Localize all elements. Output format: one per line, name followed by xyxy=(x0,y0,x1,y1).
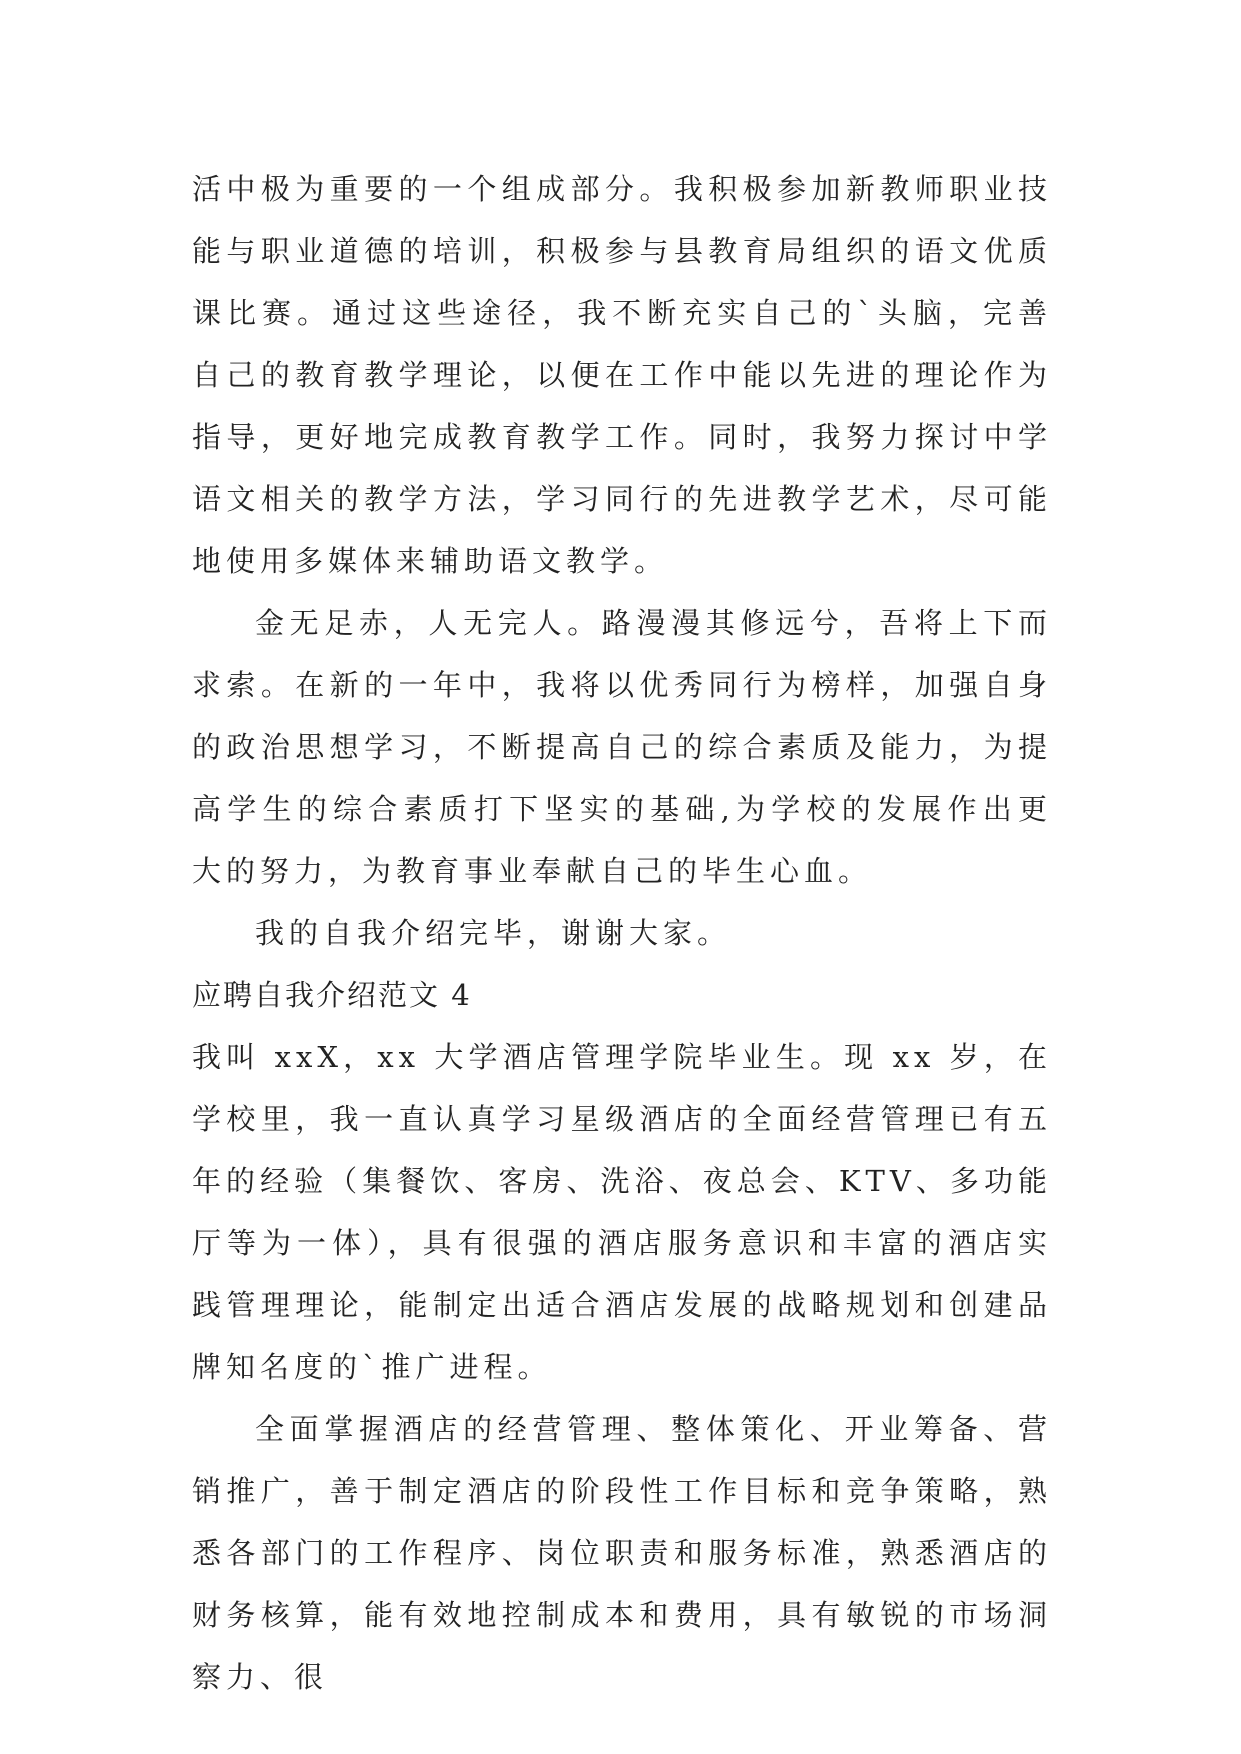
paragraph-continuation: 活中极为重要的一个组成部分。我积极参加新教师职业技能与职业道德的培训，积极参与县教育局组织的语文优质课比赛。通过这些途径，我不断充实自己的`头脑，完善自己的教育教学理论，以便在工作中能以先进的理论作为指导，更好地完成教育教学工作。同时，我努力探讨中学语文相关的教学方法，学习同行的先进教学艺术，尽可能地使用多媒体来辅助语文教学。 xyxy=(192,172,1052,578)
paragraph-skills: 全面掌握酒店的经营管理、整体策化、开业筹备、营销推广，善于制定酒店的阶段性工作目标和竞争策略，熟悉各部门的工作程序、岗位职责和服务标准，熟悉酒店的财务核算，能有效地控制成本和费用，具有敏锐的市场洞察力、很 xyxy=(192,1412,1052,1694)
paragraph-intro: 我叫 xxX，xx 大学酒店管理学院毕业生。现 xx 岁，在学校里，我一直认真学习星级酒店的全面经营管理已有五年的经验（集餐饮、客房、洗浴、夜总会、KTV、多功能厅等为一体），具有很强的酒店服务意识和丰富的酒店实践管理理论，能制定出适合酒店发展的战略规划和创建品牌知名度的`推广进程。 xyxy=(192,1040,1052,1384)
paragraph-closing: 我的自我介绍完毕，谢谢大家。 xyxy=(255,916,732,950)
section-heading: 应聘自我介绍范文 4 xyxy=(192,978,472,1012)
paragraph-resolution: 金无足赤，人无完人。路漫漫其修远兮，吾将上下而求索。在新的一年中，我将以优秀同行为榜样，加强自身的政治思想学习，不断提高自己的综合素质及能力，为提高学生的综合素质打下坚实的基础,为学校的发展作出更大的努力，为教育事业奉献自己的毕生心血。 xyxy=(192,606,1052,888)
document-body xyxy=(192,158,1052,1708)
